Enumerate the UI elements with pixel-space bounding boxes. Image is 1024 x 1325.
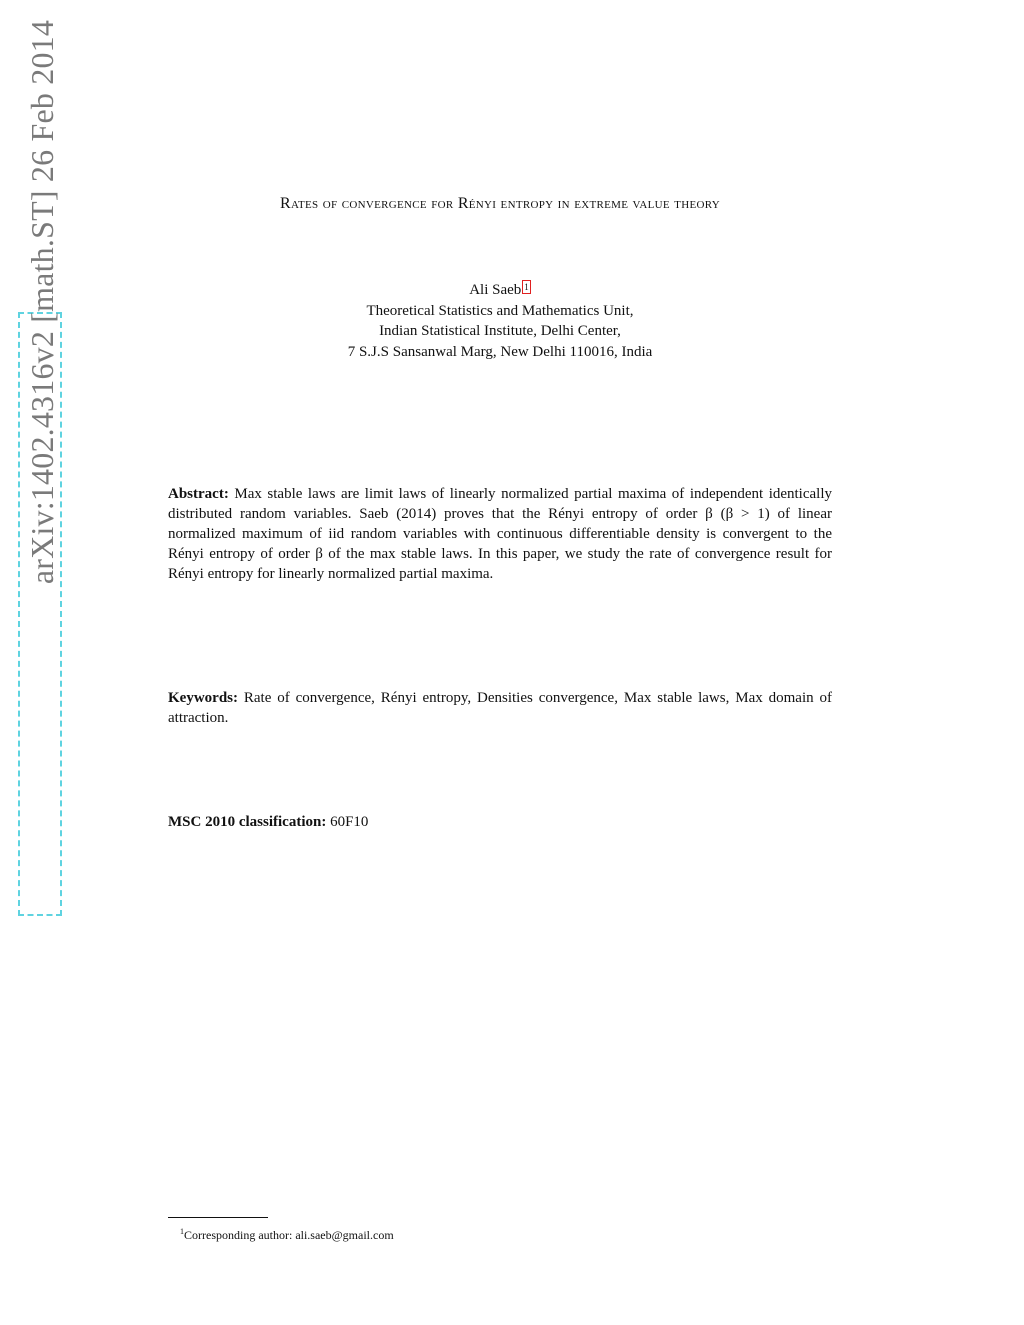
keywords-label: Keywords: — [168, 690, 238, 706]
author-footnote-link[interactable]: 1 — [524, 282, 529, 292]
msc-classification — [168, 812, 832, 832]
footnote-marker: 1 — [180, 1227, 184, 1236]
footnote-rule — [168, 1217, 268, 1218]
keywords-text: Rate of convergence, Rényi entropy, Densities convergence, Max stable laws, Max domain of attraction. — [168, 690, 832, 726]
author-block — [168, 280, 832, 362]
affiliation-line-2: Indian Statistical Institute, Delhi Center, — [379, 323, 621, 339]
affiliation-line-3: 7 S.J.S Sansanwal Marg, New Delhi 110016, India — [347, 343, 653, 360]
footnote — [180, 1224, 820, 1243]
keywords — [168, 688, 832, 728]
paper-title: Rates of convergence for Rényi entropy in extreme value theory — [280, 195, 720, 212]
msc-text: 60F10 — [330, 814, 369, 830]
abstract — [168, 484, 832, 584]
abstract-text: Max stable laws are limit laws of linearly normalized partial maxima of independent identically distributed random variables. Saeb (2014) proves that the Rényi entropy of order β (β > 1) of linear normalized maximum of iid random variables with continuous differentiable density is convergent to the Rényi entropy of order β of the max stable laws. In this paper, we study the rate of convergence result for Rényi entropy for linearly normalized partial maxima. — [168, 486, 832, 582]
msc-label: MSC 2010 classification: — [168, 814, 327, 830]
footnote-text: Corresponding author: ali.saeb@gmail.com — [184, 1228, 394, 1242]
arxiv-stamp-text: arXiv:1402.4316v2 [math.ST] 26 Feb 2014 — [24, 19, 60, 585]
author-name: Ali Saeb — [469, 282, 522, 298]
affiliation-line-1: Theoretical Statistics and Mathematics Unit, — [366, 302, 634, 319]
abstract-label: Abstract: — [168, 486, 229, 502]
